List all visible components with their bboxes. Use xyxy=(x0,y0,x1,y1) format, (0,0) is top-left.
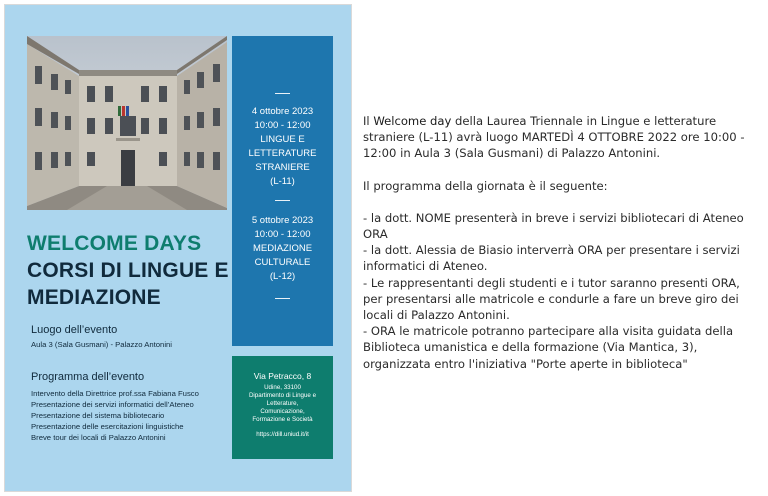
event-course-line: LETTERATURE xyxy=(248,148,317,159)
address-street: Via Petracco, 8 xyxy=(253,371,312,381)
event-course-line: (L-12) xyxy=(269,271,296,282)
event-date: 5 ottobre 2023 xyxy=(251,215,314,226)
programme-list xyxy=(31,388,199,443)
event-poster xyxy=(4,4,352,492)
address-panel xyxy=(232,356,333,459)
poster-title-line2: CORSI DI LINGUE E xyxy=(27,259,229,282)
programme-item: Presentazione del sistema bibliotecario xyxy=(31,411,165,420)
address-city: Udine, 33100 xyxy=(264,384,301,391)
dept-line: Letterature, xyxy=(266,400,299,407)
event-time: 10:00 - 12:00 xyxy=(254,229,311,240)
body-line: - la dott. NOME presenterà in breve i servizi bibliotecari di Ateneo xyxy=(363,210,744,225)
palazzo-antonini-photo xyxy=(27,36,227,210)
body-line: ORA xyxy=(363,227,388,242)
body-line: informatici di Ateneo. xyxy=(363,259,488,274)
programme-item: Intervento della Direttrice prof.ssa Fabiana Fusco xyxy=(31,389,199,398)
announcement-text xyxy=(363,113,763,372)
programme-heading: Programma dell’evento xyxy=(31,371,145,383)
event-mediazione xyxy=(232,214,333,284)
intro-line-3: 12:00 in Aula 3 (Sala Gusmani) di Palazzo Antonini. xyxy=(363,146,661,161)
event-course-line: STRANIERE xyxy=(255,162,310,173)
body-line: per presentarsi alle matricole e condurle a fare un breve giro dei xyxy=(363,291,739,306)
event-course-line: LINGUE E xyxy=(260,134,305,145)
address-details xyxy=(236,384,329,424)
body-line: organizzata entro l'iniziativa "Porte aperte in biblioteca" xyxy=(363,356,688,371)
dept-line: Formazione e Società xyxy=(252,416,313,423)
event-course-line: CULTURALE xyxy=(254,257,311,268)
body-line: locali di Palazzo Antonini. xyxy=(363,308,510,323)
intro-line-2: straniere (L-11) avrà luogo MARTEDÌ 4 OTTOBRE 2022 ore 10:00 - xyxy=(363,130,745,145)
body-line: - ORA le matricole potranno partecipare alla visita guidata della xyxy=(363,324,734,339)
event-lingue xyxy=(232,105,333,189)
programme-item: Presentazione dei servizi informatici dell’Ateneo xyxy=(31,400,194,409)
intro-line-1 xyxy=(363,113,763,129)
location-heading: Luogo dell’evento xyxy=(31,324,118,336)
poster-title-line3: MEDIAZIONE xyxy=(27,286,161,309)
event-course-line: (L-11) xyxy=(270,176,295,187)
body-line: Biblioteca umanistica e della formazione (Via Mantica, 3), xyxy=(363,340,698,355)
address-main xyxy=(232,371,333,382)
programme-item: Breve tour dei locali di Palazzo Antonini xyxy=(31,433,166,442)
body-line: - la dott. Alessia de Biasio interverrà ORA per presentare i servizi xyxy=(363,243,740,258)
intro-rest: della Laurea Triennale in Lingue e letterature xyxy=(451,114,717,128)
divider xyxy=(275,93,290,94)
welcome-day-link[interactable]: Welcome day xyxy=(373,114,452,128)
intro-prefix: Il xyxy=(363,114,374,128)
event-dates-panel xyxy=(232,36,333,346)
dept-line: Comunicazione, xyxy=(260,408,305,415)
programme-item: Presentazione delle esercitazioni linguistiche xyxy=(31,422,184,431)
event-date: 4 ottobre 2023 xyxy=(251,106,314,117)
event-time: 10:00 - 12:00 xyxy=(254,120,311,131)
dept-url: https://dill.uniud.it/it xyxy=(256,431,309,438)
event-course-line: MEDIAZIONE xyxy=(252,243,313,254)
divider xyxy=(275,298,290,299)
location-value: Aula 3 (Sala Gusmani) - Palazzo Antonini xyxy=(31,340,173,349)
body-line: - Le rappresentanti degli studenti e i tutor saranno presenti ORA, xyxy=(363,275,740,290)
programme-intro: Il programma della giornata è il seguente: xyxy=(363,178,608,193)
divider xyxy=(275,200,290,201)
poster-title-welcome: WELCOME DAYS xyxy=(27,232,202,255)
dept-line: Dipartimento di Lingue e xyxy=(248,392,317,399)
